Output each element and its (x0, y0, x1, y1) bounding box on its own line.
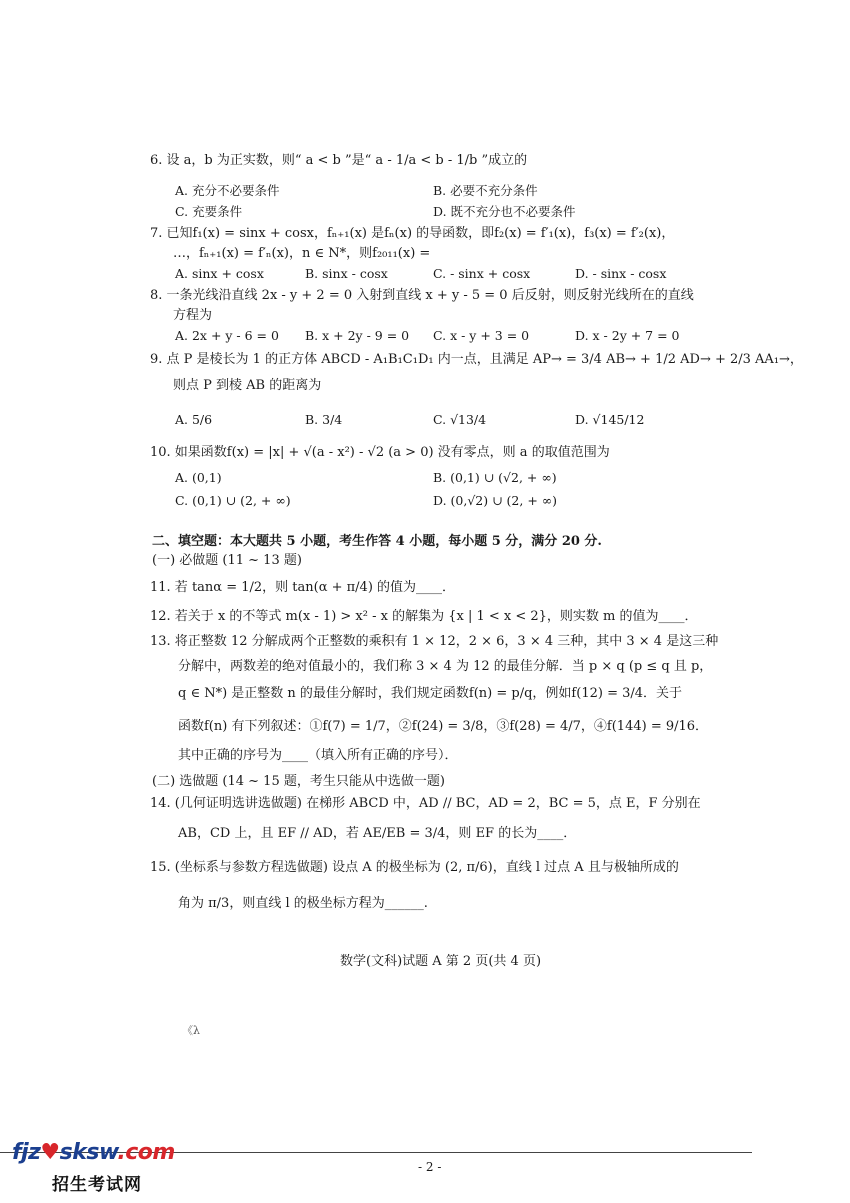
q9-option-d: D. √145/12 (575, 412, 645, 427)
q13-line-2: 分解中，两数差的绝对值最小的，我们称 3 × 4 为 12 的最佳分解．当 p × q (p ≤ q 且 p， (178, 659, 713, 674)
q6-option-d: D. 既不充分也不必要条件 (433, 204, 576, 219)
q6-stem: 6. 设 a，b 为正实数，则“ a < b ”是“ a - 1/a < b - 1/b ”成立的 (150, 153, 528, 168)
q7-option-d: D. - sinx - cosx (575, 266, 667, 281)
q10-option-a: A. (0,1) (175, 470, 222, 485)
q10-option-b: B. (0,1) ∪ (√2, + ∞) (433, 470, 557, 485)
q7-option-b: B. sinx - cosx (305, 266, 388, 281)
q10-stem: 10. 如果函数f(x) = |x| + √(a - x²) - √2 (a > 0) 没有零点，则 a 的取值范围为 (150, 445, 610, 460)
section2-title: 二、填空题：本大题共 5 小题，考生作答 4 小题，每小题 5 分，满分 20 分. (152, 534, 602, 549)
q9-option-a: A. 5/6 (175, 412, 213, 427)
q15-line-2: 角为 π/3，则直线 l 的极坐标方程为______. (178, 896, 428, 911)
q6-option-c: C. 充要条件 (175, 204, 243, 219)
logo-part-3: .com (117, 1140, 175, 1165)
q8-option-b: B. x + 2y - 9 = 0 (305, 328, 410, 343)
q8-option-d: D. x - 2y + 7 = 0 (575, 328, 680, 343)
q7-stem-2: …，fₙ₊₁(x) = f′ₙ(x)，n ∈ N*，则f₂₀₁₁(x) = (173, 246, 431, 261)
q7-stem-1: 7. 已知f₁(x) = sinx + cosx，fₙ₊₁(x) 是fₙ(x) 的导函数，即f₂(x) = f′₁(x)，f₃(x) = f′₂(x)， (150, 226, 675, 241)
q8-stem-2: 方程为 (173, 308, 213, 323)
logo-part-1: fjz (12, 1140, 41, 1165)
site-logo[interactable] (12, 1140, 182, 1200)
section2-elective: (二) 选做题 (14 ~ 15 题，考生只能从中选做一题) (152, 774, 445, 789)
q10-option-c: C. (0,1) ∪ (2, + ∞) (175, 493, 291, 508)
q9-option-b: B. 3/4 (305, 412, 343, 427)
logo-wordmark (12, 1140, 175, 1165)
q7-option-a: A. sinx + cosx (175, 266, 264, 281)
q9-stem-2: 则点 P 到棱 AB 的距离为 (173, 378, 322, 393)
q7-option-c: C. - sinx + cosx (433, 266, 531, 281)
q13-line-3: q ∈ N*) 是正整数 n 的最佳分解时，我们规定函数f(n) = p/q，例如f(12) = 3/4．关于 (178, 686, 683, 701)
q15-line-1: 15. (坐标系与参数方程选做题) 设点 A 的极坐标为 (2, π/6)，直线 l 过点 A 且与极轴所成的 (150, 860, 679, 875)
q8-option-c: C. x - y + 3 = 0 (433, 328, 530, 343)
q8-option-a: A. 2x + y - 6 = 0 (175, 328, 279, 343)
section2-required: (一) 必做题 (11 ~ 13 题) (152, 553, 302, 568)
footer-caption: 数学(文科)试题 A 第 2 页(共 4 页) (340, 954, 542, 969)
q13-line-1: 13. 将正整数 12 分解成两个正整数的乘积有 1 × 12，2 × 6，3 × 4 三种，其中 3 × 4 是这三种 (150, 634, 719, 649)
q13-line-4: 函数f(n) 有下列叙述：①f(7) = 1/7，②f(24) = 3/8，③f(28) = 4/7，④f(144) = 9/16． (178, 719, 709, 734)
q12-text: 12. 若关于 x 的不等式 m(x - 1) > x² - x 的解集为 {x | 1 < x < 2}，则实数 m 的值为____． (150, 609, 698, 624)
q13-line-5: 其中正确的序号为____（填入所有正确的序号）． (178, 748, 458, 763)
q14-line-2: AB，CD 上，且 EF // AD，若 AE/EB = 3/4，则 EF 的长为____． (178, 826, 577, 841)
q9-option-c: C. √13/4 (433, 412, 487, 427)
logo-part-2: sksw (59, 1140, 118, 1165)
page-number: - 2 - (418, 1160, 442, 1174)
q6-option-b: B. 必要不充分条件 (433, 183, 538, 198)
q14-line-1: 14. (几何证明选讲选做题) 在梯形 ABCD 中，AD // BC，AD = 2，BC = 5，点 E，F 分别在 (150, 796, 701, 811)
q9-stem-1: 9. 点 P 是棱长为 1 的正方体 ABCD - A₁B₁C₁D₁ 内一点，且满足 AP→ = 3/4 AB→ + 1/2 AD→ + 2/3 AA₁→， (150, 352, 803, 367)
scribble-mark: 《λ (182, 1024, 200, 1037)
q10-option-d: D. (0,√2) ∪ (2, + ∞) (433, 493, 558, 508)
logo-subtitle: 招生考试网 (52, 1175, 142, 1195)
q8-stem-1: 8. 一条光线沿直线 2x - y + 2 = 0 入射到直线 x + y - 5 = 0 后反射，则反射光线所在的直线 (150, 288, 694, 303)
q11-text: 11. 若 tanα = 1/2，则 tan(α + π/4) 的值为____． (150, 580, 456, 595)
heart-icon: ♥ (40, 1140, 60, 1165)
q6-option-a: A. 充分不必要条件 (175, 183, 280, 198)
